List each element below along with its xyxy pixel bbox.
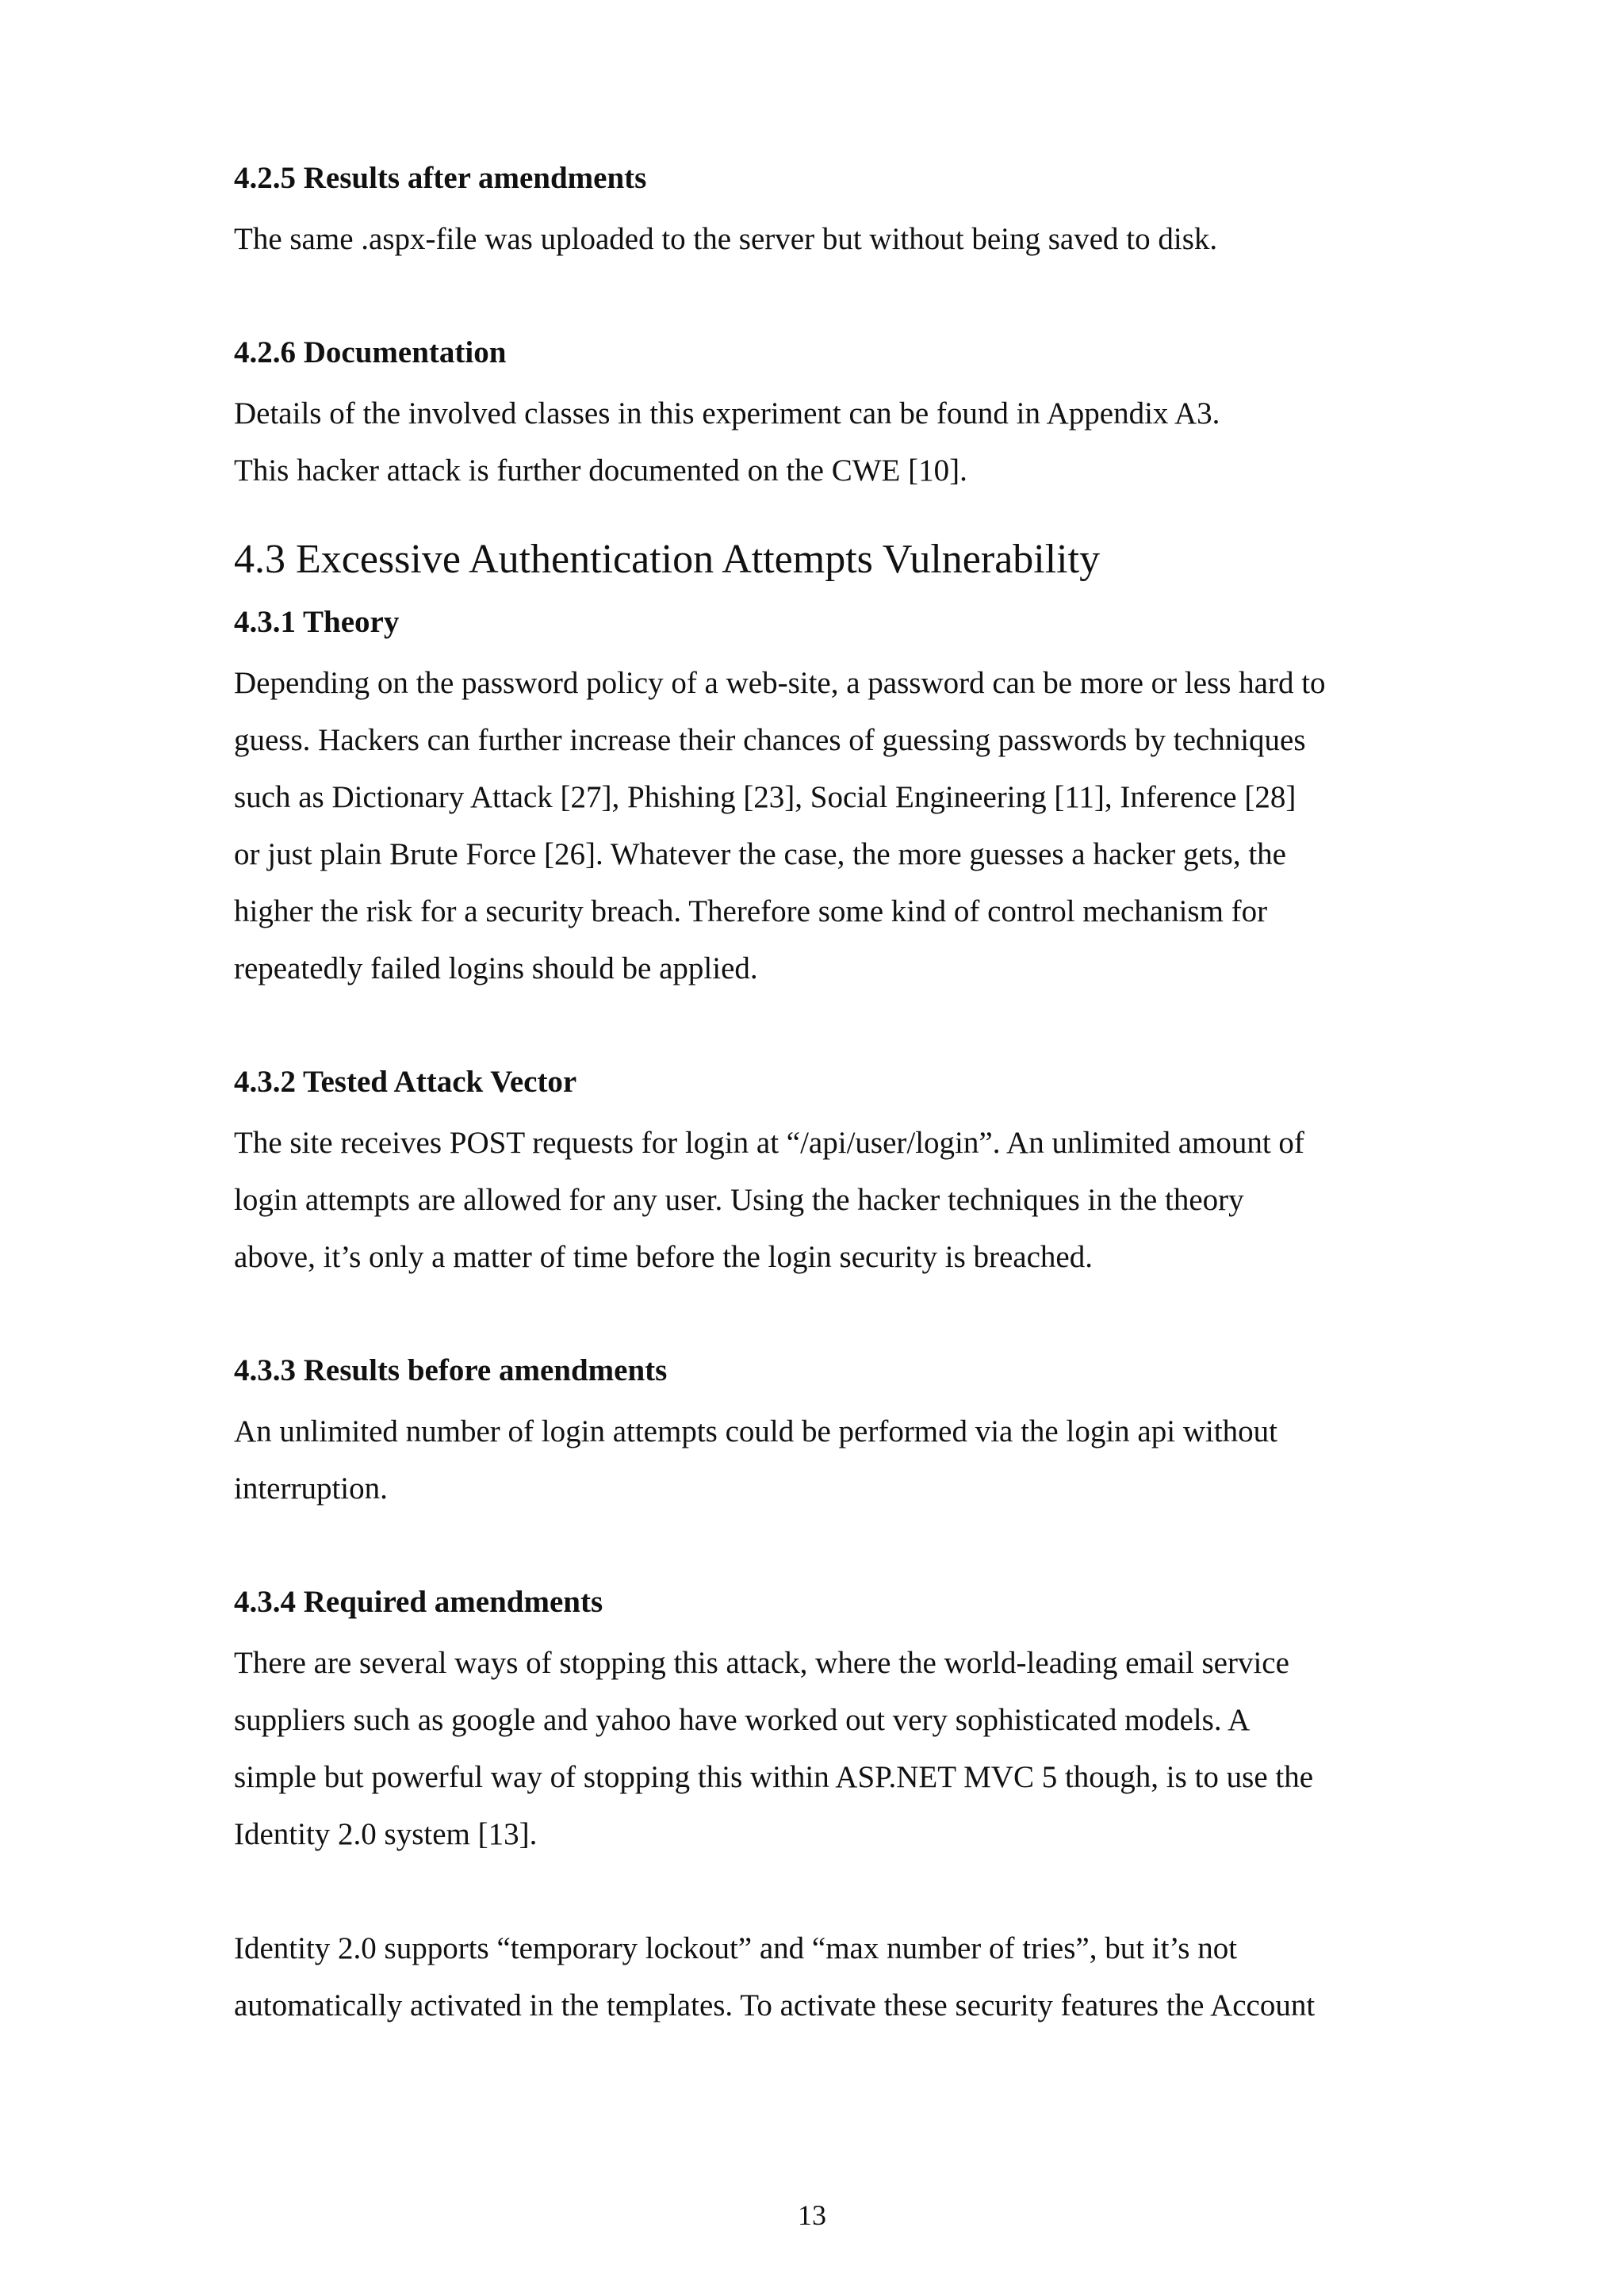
page-content (234, 155, 1408, 2034)
paragraph-4-3-2 (234, 1115, 1408, 1286)
text-line: Depending on the password policy of a web-site, a password can be more or less hard to (234, 666, 1326, 700)
text-line: guess. Hackers can further increase their chances of guessing passwords by techniques (234, 723, 1306, 757)
paragraph-4-3-1 (234, 655, 1408, 997)
text-line: simple but powerful way of stopping this within ASP.NET MVC 5 though, is to use the (234, 1760, 1314, 1794)
heading-4-2-5: 4.2.5 Results after amendments (234, 161, 647, 195)
text-line: login attempts are allowed for any user. Using the hacker techniques in the theory (234, 1183, 1244, 1217)
text-line: automatically activated in the templates. To activate these security features the Account (234, 1988, 1316, 2022)
heading-4-2-6: 4.2.6 Documentation (234, 335, 507, 369)
text-line: above, it’s only a matter of time before the login security is breached. (234, 1240, 1093, 1274)
text-line: An unlimited number of login attempts could be performed via the login api without (234, 1414, 1277, 1448)
heading-4-3: 4.3 Excessive Authentication Attempts Vulnerability (234, 537, 1101, 582)
text-line: The same .aspx-file was uploaded to the server but without being saved to disk. (234, 222, 1218, 256)
text-line: or just plain Brute Force [26]. Whatever the case, the more guesses a hacker gets, the (234, 837, 1286, 871)
text-line: higher the risk for a security breach. Therefore some kind of control mechanism for (234, 894, 1268, 928)
heading-4-3-4: 4.3.4 Required amendments (234, 1585, 603, 1619)
text-line: The site receives POST requests for login at “/api/user/login”. An unlimited amount of (234, 1126, 1304, 1160)
paragraph-4-2-6 (234, 385, 1408, 499)
text-line: suppliers such as google and yahoo have worked out very sophisticated models. A (234, 1703, 1251, 1737)
text-line: Identity 2.0 supports “temporary lockout” and “max number of tries”, but it’s not (234, 1931, 1238, 1965)
text-line: interruption. (234, 1471, 388, 1506)
text-line: Details of the involved classes in this experiment can be found in Appendix A3. (234, 396, 1220, 430)
text-line: such as Dictionary Attack [27], Phishing [23], Social Engineering [11], Inference [28] (234, 780, 1297, 814)
text-line: repeatedly failed logins should be applied. (234, 951, 758, 985)
text-line: This hacker attack is further documented on the CWE [10]. (234, 453, 967, 488)
text-line: Identity 2.0 system [13]. (234, 1817, 538, 1851)
paragraph-4-2-5 (234, 211, 1408, 268)
page-number: 13 (798, 2199, 826, 2231)
heading-4-3-1: 4.3.1 Theory (234, 605, 400, 639)
text-line: There are several ways of stopping this attack, where the world-leading email service (234, 1646, 1289, 1680)
heading-4-3-3: 4.3.3 Results before amendments (234, 1353, 668, 1387)
heading-4-3-2: 4.3.2 Tested Attack Vector (234, 1065, 577, 1099)
paragraph-4-3-4 (234, 1635, 1408, 1863)
paragraph-4-3-4-b (234, 1920, 1408, 2034)
paragraph-4-3-3 (234, 1403, 1408, 1517)
